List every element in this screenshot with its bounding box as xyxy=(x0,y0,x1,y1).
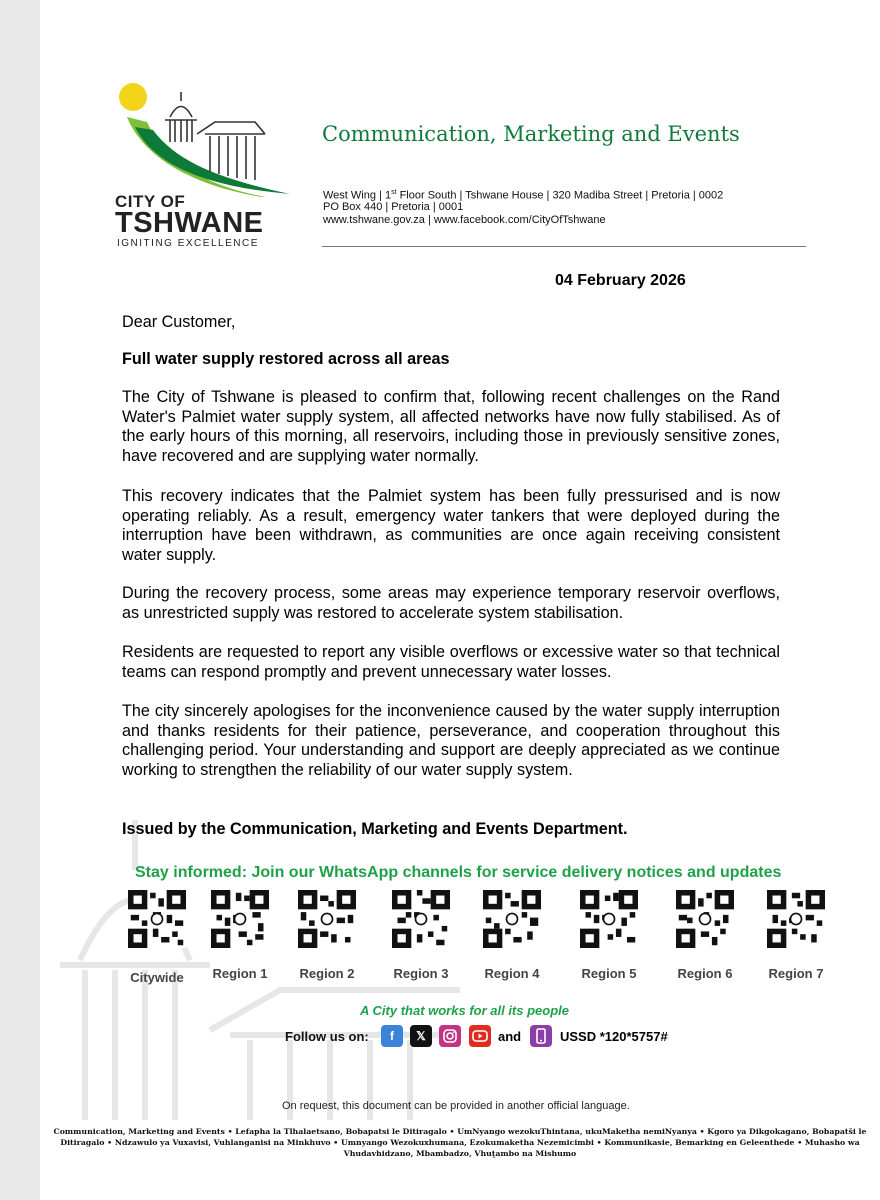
paragraph: The city sincerely apologises for the inconvenience caused by the water supply interruption and thanks residents for their patience, perseverance, and cooperation throughout this challenging period. Your understanding and support are deeply appreciated as we continue working to strengthen the reliability of our water supply system. xyxy=(122,702,780,779)
qr-label: Citywide xyxy=(130,970,184,985)
youtube-icon[interactable] xyxy=(469,1025,491,1047)
ussd-code: USSD *120*5757# xyxy=(560,1029,668,1044)
letter-date: 04 February 2026 xyxy=(555,272,686,289)
web-links[interactable]: www.tshwane.gov.za | www.facebook.com/CityOfTshwane xyxy=(323,214,606,226)
logo-tshwane: TSHWANE xyxy=(115,207,264,239)
and-label: and xyxy=(498,1029,522,1044)
qr-code-icon xyxy=(392,890,450,948)
address-part: West Wing | 1 xyxy=(323,189,392,202)
qr-code-icon xyxy=(580,890,638,948)
qr-channel-region-4[interactable] xyxy=(467,890,557,981)
paragraph: This recovery indicates that the Palmiet system has been fully pressurised and is now operating reliably. As a result, emergency water tankers that were deployed during the interruption have been withdrawn, as communities are once again receiving consistent water supply. xyxy=(122,487,780,564)
letter-subject: Full water supply restored across all areas xyxy=(122,350,450,368)
qr-code-icon xyxy=(298,890,356,948)
qr-channel-region-6[interactable] xyxy=(660,890,750,981)
paragraph: The City of Tshwane is pleased to confirm that, following recent challenges on the Rand Water's Palmiet water supply system, all affected networks have now fully stabilised. As of the early hours of this morning, all reservoirs, including those in previously sensitive zones, have recovered and are supplying water normally. xyxy=(122,388,780,465)
instagram-icon[interactable] xyxy=(439,1025,461,1047)
department-names-languages: Communication, Marketing and Events • Lefapha la Tlhalaetsano, Bobapatsi le Ditiragalo • UmNyango wezokuThintana, ukuMaketha nemiNyanya • Kgoro ya Dikgokagano, Bobapatši le Ditiragalo • Ndzawulo ya Vuxavisi, Vuhlanganisi na Minkhuvo • Umnyango Wezokuxhumana, Ezokumaketha Nezemicimbi • Kommunikasie, Bemarking en Geleenthede • Muhasho wa Vhudavhidzano, Mbambadzo, Vhuṱambo na Mishumo xyxy=(53,1127,867,1158)
qr-code-icon xyxy=(128,890,186,948)
qr-channel-region-2[interactable] xyxy=(282,890,372,981)
department-title: Communication, Marketing and Events xyxy=(322,122,740,146)
paragraph: Residents are requested to report any visible overflows or excessive water so that technical teams can respond promptly and prevent unnecessary water losses. xyxy=(122,643,780,681)
address-sup: st xyxy=(391,189,397,196)
whatsapp-heading: Stay informed: Join our WhatsApp channels for service delivery notices and updates xyxy=(135,864,782,881)
phone-icon xyxy=(530,1025,552,1047)
qr-label: Region 2 xyxy=(299,966,355,981)
salutation: Dear Customer, xyxy=(122,313,236,331)
qr-channel-region-1[interactable] xyxy=(195,890,285,981)
facebook-icon[interactable]: f xyxy=(381,1025,403,1047)
logo-tagline: IGNITING EXCELLENCE xyxy=(117,238,259,249)
qr-channel-region-7[interactable] xyxy=(751,890,841,981)
qr-label: Region 1 xyxy=(212,966,268,981)
qr-code-icon xyxy=(483,890,541,948)
qr-code-icon xyxy=(211,890,269,948)
qr-channel-region-5[interactable] xyxy=(564,890,654,981)
header-divider xyxy=(322,246,806,247)
qr-label: Region 3 xyxy=(393,966,449,981)
address-part: Floor South | Tshwane House | 320 Madiba Street | Pretoria | 0002 xyxy=(396,189,724,202)
logo-city-of: CITY OF xyxy=(115,192,186,211)
language-request-note: On request, this document can be provided in another official language. xyxy=(282,1100,630,1112)
qr-code-icon xyxy=(676,890,734,948)
qr-label: Region 4 xyxy=(484,966,540,981)
qr-label: Region 5 xyxy=(581,966,637,981)
po-box: PO Box 440 | Pretoria | 0001 xyxy=(323,201,464,213)
follow-us-label: Follow us on: xyxy=(285,1029,369,1044)
letter-page xyxy=(40,0,880,1200)
qr-channel-region-3[interactable] xyxy=(376,890,466,981)
qr-label: Region 7 xyxy=(768,966,824,981)
qr-channel-citywide[interactable] xyxy=(112,890,202,985)
paragraph: During the recovery process, some areas may experience temporary reservoir overflows, as unrestricted supply was restored to accelerate system stabilisation. xyxy=(122,584,780,622)
issued-by: Issued by the Communication, Marketing and Events Department. xyxy=(122,820,628,838)
x-twitter-icon[interactable]: 𝕏 xyxy=(410,1025,432,1047)
qr-code-icon xyxy=(767,890,825,948)
qr-label: Region 6 xyxy=(677,966,733,981)
tshwane-house-emblem-icon xyxy=(115,82,295,197)
slogan: A City that works for all its people xyxy=(360,1003,569,1018)
